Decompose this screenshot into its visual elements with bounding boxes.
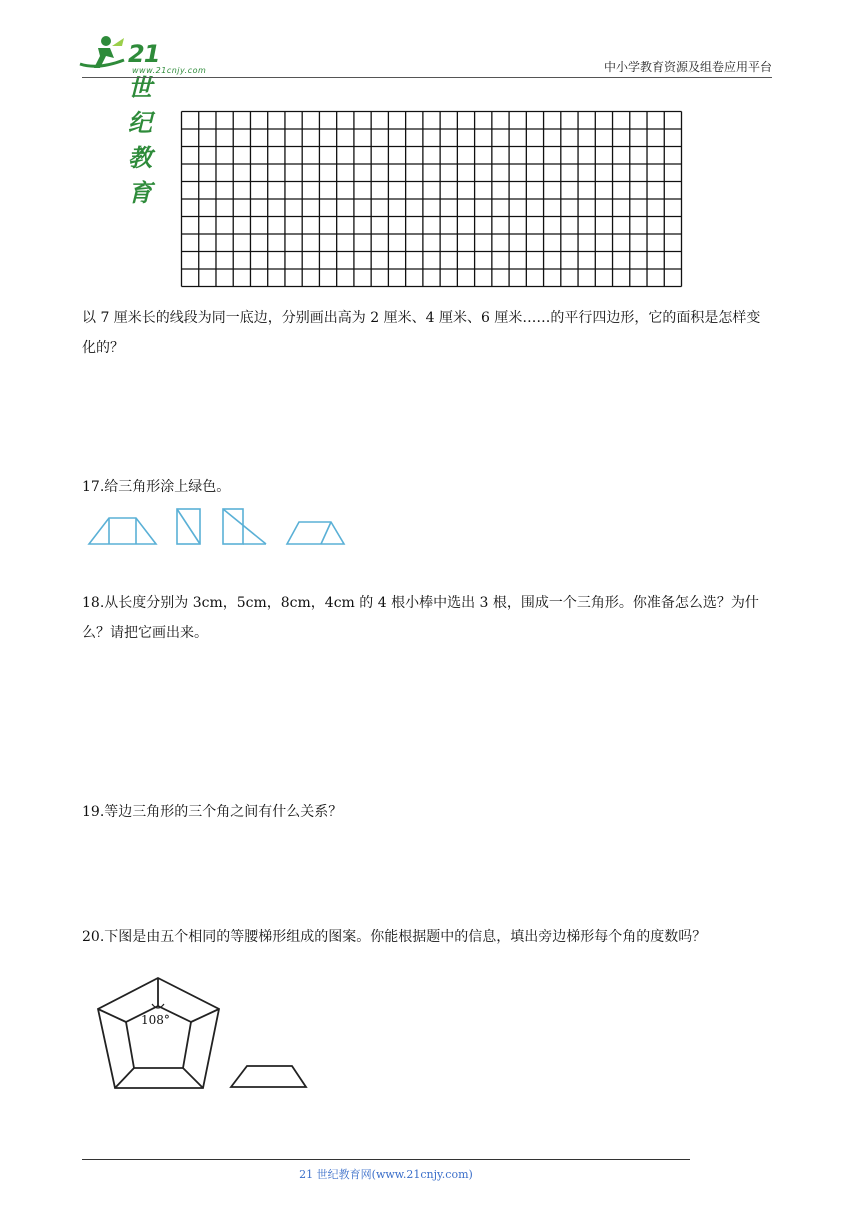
pentagon-trapezoid-figure: [94, 970, 324, 1095]
rectangle-with-diagonal-shape: [177, 509, 200, 544]
square-with-triangle-shape: [223, 509, 266, 544]
logo-url: www.21cnjy.com: [132, 66, 207, 75]
pentagon-figure-svg: [94, 970, 324, 1095]
question-17-text: 17.给三角形涂上绿色。: [82, 479, 231, 495]
angle-108-label: 108°: [141, 1013, 170, 1027]
header-divider: [82, 77, 772, 78]
question-20-text: 20.下图是由五个相同的等腰梯形组成的图案。你能根据题中的信息，填出旁边梯形每个角的度数吗？: [82, 929, 707, 945]
runner-logo-icon: [78, 34, 130, 74]
question-16-text: 以 7 厘米长的线段为同一底边，分别画出高为 2 厘米、4 厘米、6 厘米……的平行四边形，它的面积是怎样变化的？: [82, 310, 761, 356]
square-grid: [180, 110, 683, 288]
trapezoid-shape-1: [89, 518, 156, 544]
logo-text: 21世纪教育: [128, 40, 160, 207]
question-18-text: 18.从长度分别为 3cm，5cm，8cm，4cm 的 4 根小棒中选出 3 根，围成一个三角形。你准备怎么选？为什么？请把它画出来。: [82, 595, 759, 641]
question-19-text: 19.等边三角形的三个角之间有什么关系？: [82, 804, 343, 820]
header-platform-text: 中小学教育资源及组卷应用平台: [603, 60, 772, 74]
footer-divider: [82, 1159, 690, 1160]
trapezoid-shape-2: [287, 522, 344, 544]
shapes-figure: [85, 505, 350, 547]
footer-text: 21 世纪教育网(www.21cnjy.com): [299, 1168, 473, 1181]
